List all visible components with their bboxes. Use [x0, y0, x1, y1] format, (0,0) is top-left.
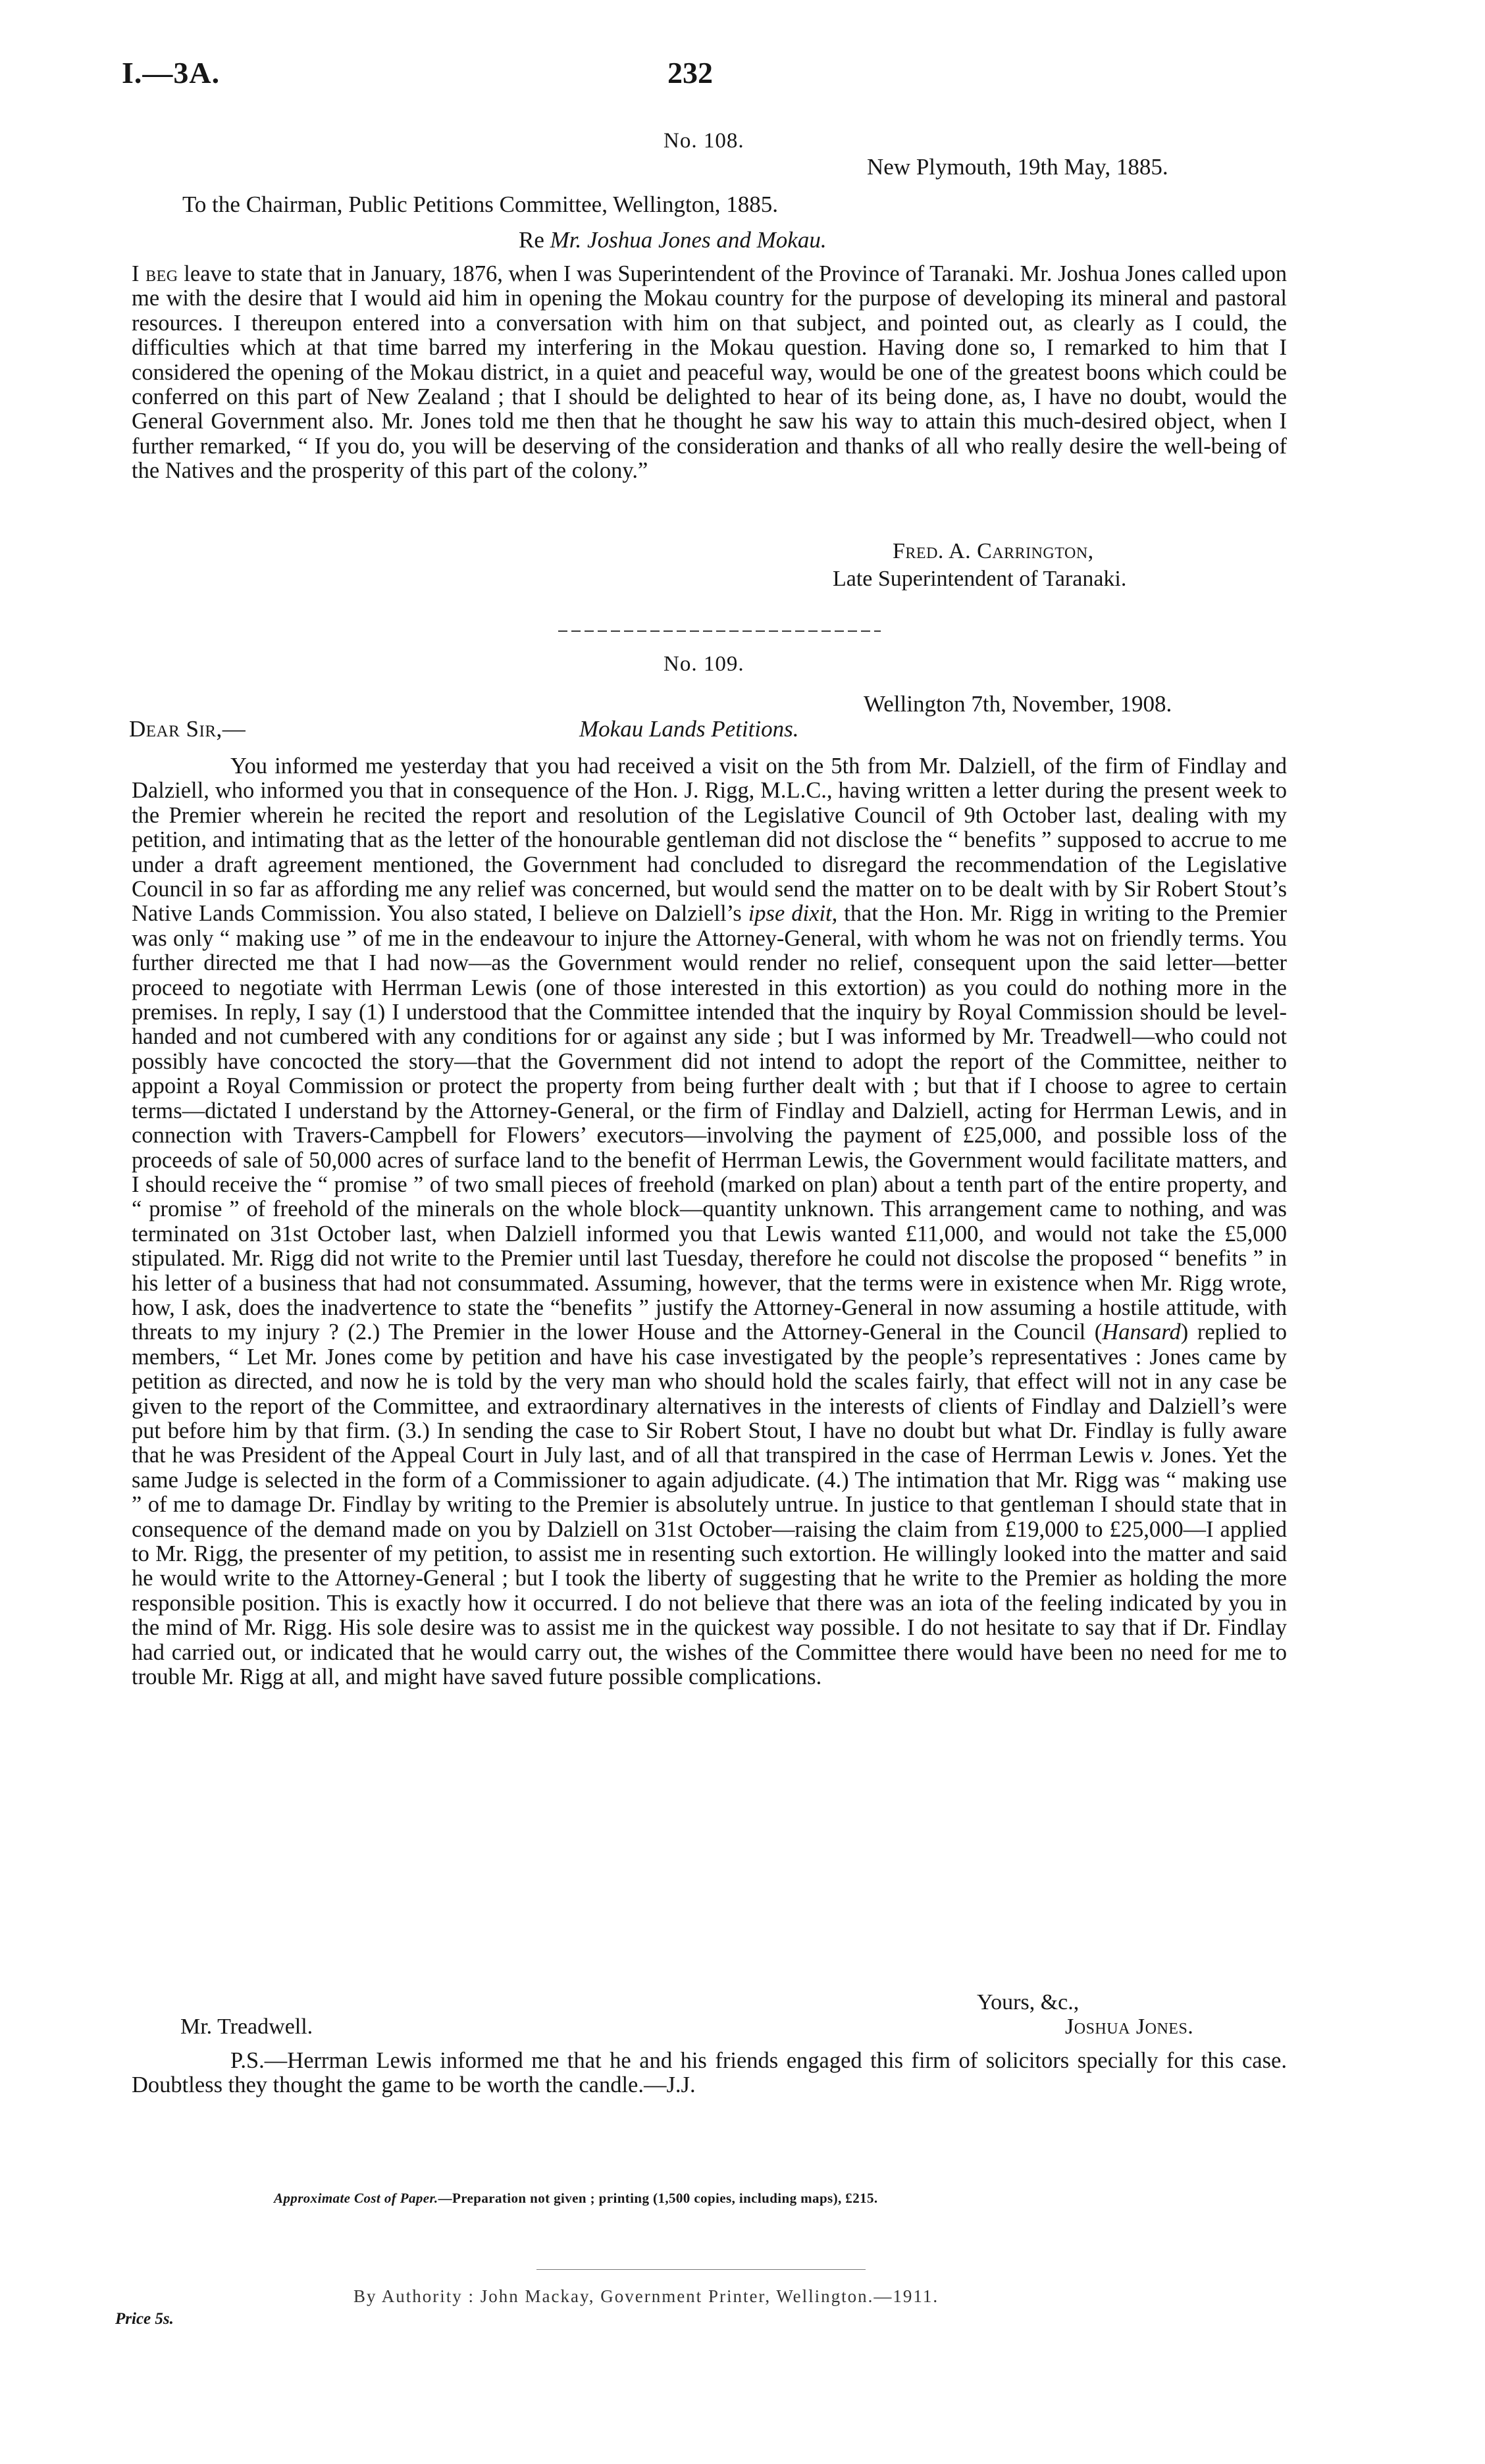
letter-109-body-part3: ) replied to members, “ Let Mr. Jones come by petition and have his case investigated by the people’s representatives : Jones came by petition as directed, and now he is told by the very man who should hold the scales fairly, that effect will not in any case be given to the report of the Committee, and extraordinary alternatives in the interests of clients of Findlay and Dalziell’s were put before him by that firm. (3.) In sending the case to Sir Robert Stout, I have no doubt but what Dr. Findlay is fully aware that he was President of the Appeal Court in July last, and of all that transpired in the case of Herrman Lewis [132, 1320, 1287, 1468]
page-number: 232 [667, 56, 713, 90]
letter-109-subject: Mokau Lands Petitions. [579, 716, 799, 742]
document-code: I.—3A. [122, 56, 221, 90]
letter-109-closing: Yours, &c., [977, 1990, 1080, 2015]
letter-109-body-part2: that the Hon. Mr. Rigg in writing to the Premier was only “ making use ” of me in the endeavour to injure the Attorney-General, with whom he was not on friendly terms. You further directed me that I had now—as the Government would render no relief, consequent upon the said letter—better proceed to negotiate with Herrman Lewis (one of those interested in this extortion) as you could do nothing more in the premises. In reply, I say (1) I understood that the Committee intended that the inquiry by Royal Commission should be level-handed and not cumbered with any conditions for or against any side ; but I was informed by Mr. Treadwell—who could not possibly have concocted the story—that the Government did not intend to adopt the report of the Committee, neither to appoint a Royal Commission or protect the property from being further dealt with ; but that if I choose to agree to certain terms—dictated I understand by the Attorney-General, or the firm of Findlay and Dalziell, acting for Herrman Lewis, and in connection with Travers-Campbell for Flowers’ executors—involving the payment of £25,000, and possible loss of the proceeds of sale of 50,000 acres of surface land to the benefit of Herrman Lewis, the Government would facilitate matters, and I should receive the “ promise ” of two small pieces of freehold (marked on plan) about a tenth part of the entire property, and “ promise ” of freehold of the minerals on the whole block—quantity unknown. This arrangement came to nothing, and was terminated on 31st October last, when Dalziell informed you that Lewis wanted £11,000, and would not take the £5,000 stipulated. Mr. Rigg did not write to the Premier until last Tuesday, therefore he could not discolse the proposed “ benefits ” in his letter of a business that had not consummated. Assuming, however, that the terms were in existence when Mr. Rigg wrote, how, I ask, does the inadvertence to state the “benefits ” justify the Attorney-General in now assuming a hostile attitude, with threats to my injury ? (2.) The Premier in the lower House and the Attorney-General in the Council ( [132, 901, 1288, 1345]
letter-109-recipient: Mr. Treadwell. [180, 2015, 313, 2039]
price-label: Price 5s. [115, 2310, 174, 2328]
postscript-text: P.S.—Herrman Lewis informed me that he and his friends engaged this firm of solicitors specially for this case. Doubtless they thought the game to be worth the candle.—J.J. [132, 2048, 1287, 2098]
re-prefix: Re [519, 227, 544, 253]
re-subject: Mr. Joshua Jones and Mokau. [550, 227, 827, 253]
cost-label: Approximate Cost of Paper. [274, 2190, 438, 2206]
letter-109-signature: Joshua Jones. [1065, 2015, 1194, 2039]
letter-108-body [132, 262, 1287, 484]
footer-rule [536, 2269, 866, 2270]
letter-109-postscript [132, 2049, 1287, 2098]
letter-109-body-italic2: Hansard [1102, 1320, 1181, 1345]
letter-109-body-italic3: v. [1140, 1443, 1155, 1468]
letter-109-body-part4: Jones. Yet the same Judge is selected in the form of a Commissioner to again adjudicate. (4.) The intimation that Mr. Rigg was “ making use ” of me to damage Dr. Findlay by writing to the Premier is absolutely untrue. In justice to that gentleman I should state that in consequence of the demand made on you by Dalziell on 31st October—raising the claim from £19,000 to £25,000—I applied to Mr. Rigg, the presenter of my petition, to assist me in resenting such extortion. He willingly looked into the matter and said he would write to the Attorney-General ; but I took the liberty of suggesting that he write to the Premier as holding the more responsible position. This is exactly how it occurred. I do not believe that there was an iota of the feeling indicated by you in the mind of Mr. Rigg. His sole desire was to assist me in the quickest way possible. I do not hesitate to say that if Dr. Findlay had carried out, or indicated that he would carry out, the wishes of the Committee there would have been no need for me to trouble Mr. Rigg at all, and might have saved future possible complications. [132, 1443, 1288, 1690]
letter-109-salutation: Dear Sir,— [129, 716, 246, 742]
letter-108-opening-word: I beg [132, 261, 178, 286]
cost-text: —Preparation not given ; printing (1,500 copies, including maps), £215. [438, 2190, 878, 2206]
letter-109-date: Wellington 7th, November, 1908. [864, 691, 1172, 717]
letter-108-re-line [519, 227, 827, 253]
section-divider [558, 630, 881, 632]
letter-108-addressee: To the Chairman, Public Petitions Committee, Wellington, 1885. [182, 192, 778, 217]
letter-108-signature-title: Late Superintendent of Taranaki. [833, 567, 1127, 591]
letter-108-body-text: leave to state that in January, 1876, when I was Superintendent of the Province of Taranaki. Mr. Joshua Jones called upon me with the desire that I would aid him in opening the Mokau country for the purpose of developing its mineral and pastoral resources. I thereupon entered into a conversation with him on that subject, and pointed out, as clearly as I could, the difficulties which at that time barred my interfering in the Mokau question. Having done so, I remarked to him that I considered the opening of the Mokau district, in a quiet and peaceful way, would be one of the greatest boons which could be conferred on this part of New Zealand ; that I should be delighted to hear of its being done, as, I have no doubt, would the General Government also. Mr. Jones told me then that he thought he saw his way to attain this much-desired object, when I further remarked, “ If you do, you will be deserving of the consideration and thanks of all who really desire the well-being of the Natives and the prosperity of this part of the colony.” [132, 261, 1287, 484]
letter-109-body-italic1: ipse dixit, [748, 901, 838, 927]
printer-line: By Authority : John Mackay, Government Printer, Wellington.—1911. [353, 2286, 939, 2306]
letter-109-body [132, 754, 1287, 1689]
letter-108-date: New Plymouth, 19th May, 1885. [867, 154, 1168, 180]
letter-109-body-part1: You informed me yesterday that you had received a visit on the 5th from Mr. Dalziell, of the firm of Findlay and Dalziell, who informed you that in consequence of the Hon. J. Rigg, M.L.C., having written a letter during the present week to the Premier wherein he recited the report and resolution of the Legislative Council of 9th October last, dealing with my petition, and intimating that as the letter of the honourable gentleman did not disclose the “ benefits ” supposed to accrue to me under a draft agreement mentioned, the Government had concluded to disregard the recommendation of the Legislative Council in so far as affording me any relief was concerned, but would send the matter on to be dealt with by Sir Robert Stout’s Native Lands Commission. You also stated, I believe on Dalziell’s [132, 754, 1287, 927]
cost-note [274, 2190, 878, 2207]
letter-108-number: No. 108. [664, 129, 744, 153]
letter-108-signature: Fred. A. Carrington, [893, 539, 1094, 563]
letter-109-number: No. 109. [664, 652, 744, 676]
